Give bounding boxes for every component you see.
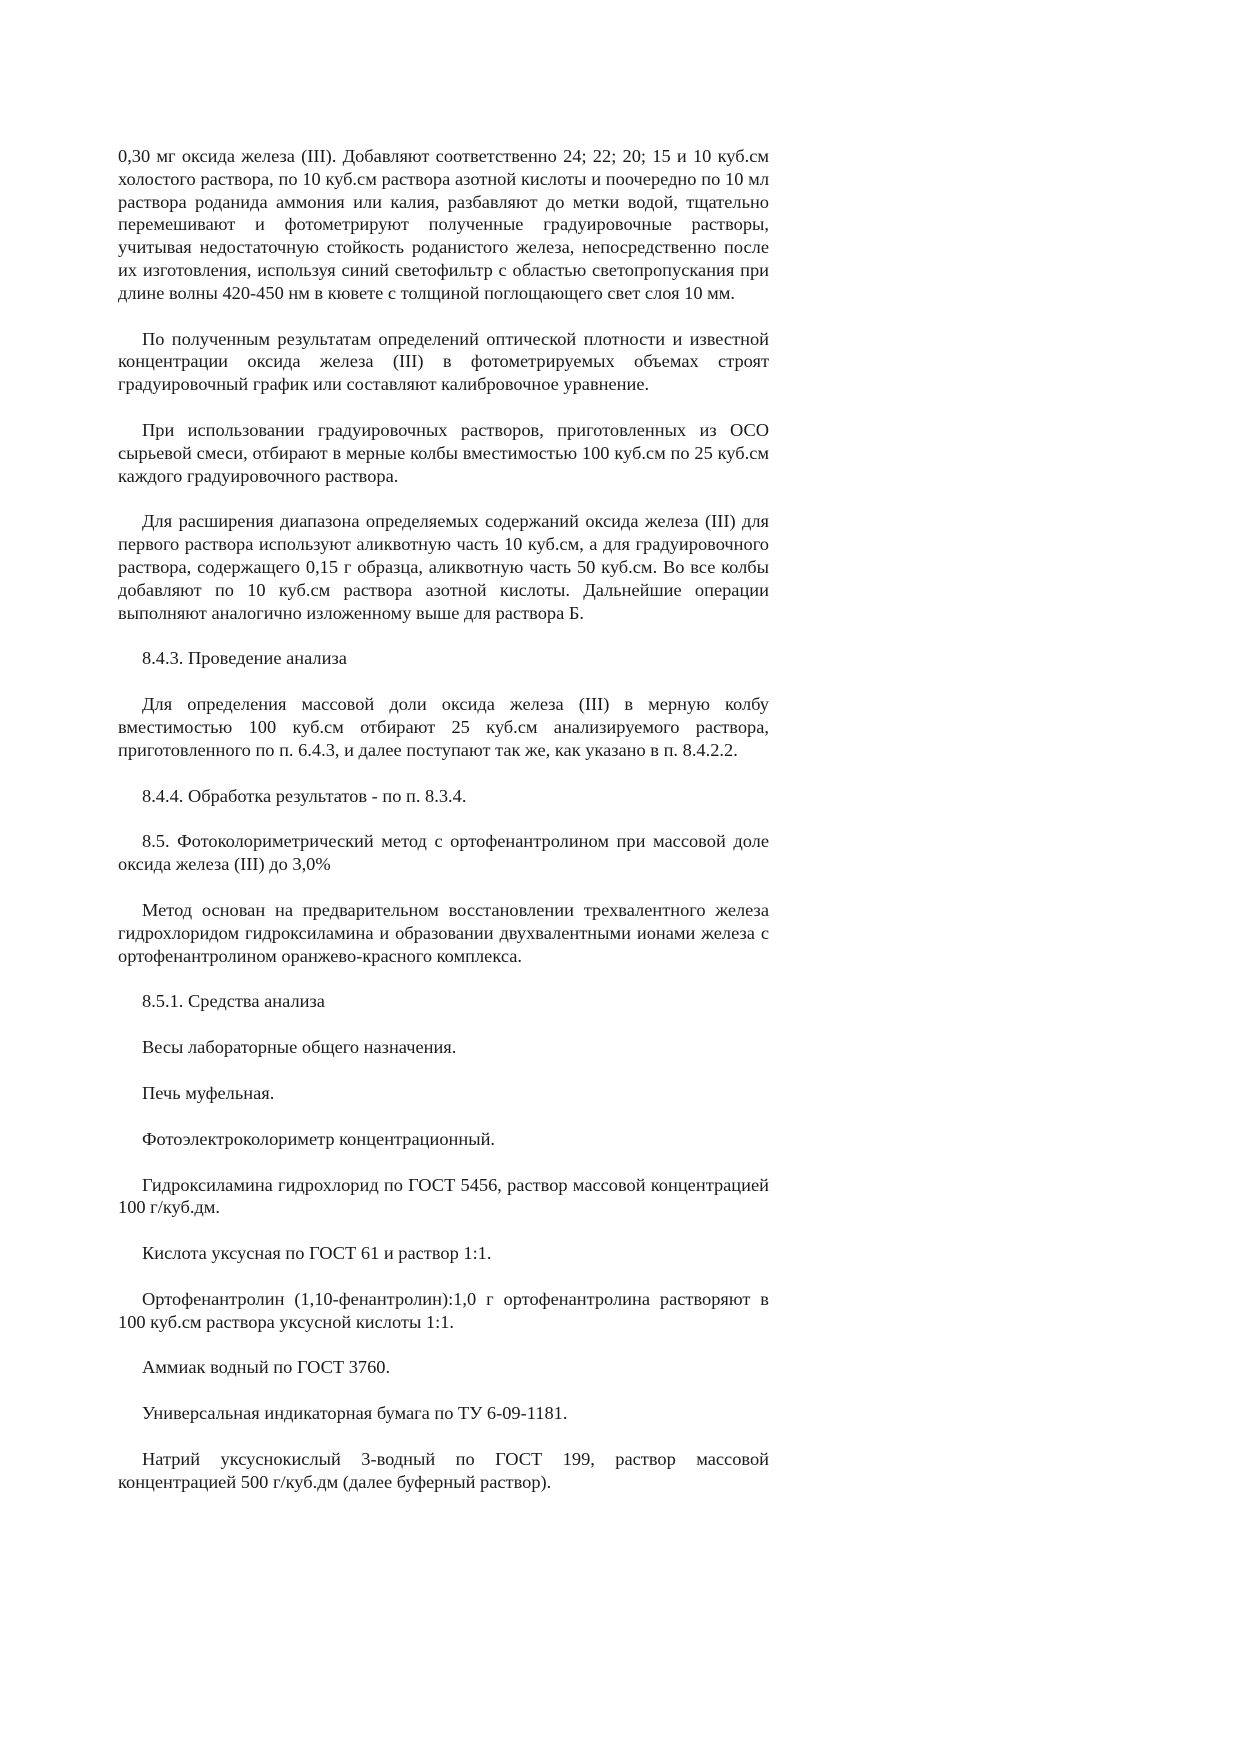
section-heading-8-5-1: 8.5.1. Средства анализа <box>142 991 325 1012</box>
list-item-muffle-furnace: Печь муфельная. <box>142 1082 275 1103</box>
document-page <box>118 145 769 1517</box>
list-item-scales: Весы лабораторные общего назначения. <box>142 1037 457 1058</box>
section-heading-8-5: 8.5. Фотоколориметрический метод с ортофенантролином при массовой доле оксида железа (III) до 3,0% <box>118 831 769 875</box>
paragraph-calibration-solutions: 0,30 мг оксида железа (III). Добавляют соответственно 24; 22; 20; 15 и 10 куб.см холостого раствора, по 10 куб.см раствора азотной кислоты и поочередно по 10 мл раствора роданида аммония или калия, разбавляют до метки водой, тщательно перемешивают и фотометрируют полученные градуировочные растворы, учитывая недостаточную стойкость роданистого железа, непосредственно после их изготовления, используя синий светофильтр с областью светопропускания при длине волны 420-450 нм в кювете с толщиной поглощающего свет слоя 10 мм. <box>118 146 769 303</box>
list-item-indicator-paper: Универсальная индикаторная бумага по ТУ 6-09-1181. <box>142 1403 568 1424</box>
paragraph-calibration-graph: По полученным результатам определений оптической плотности и известной концентрации оксида железа (III) в фотометрируемых объемах строят градуировочный график или составляют калибровочное уравнение. <box>118 328 769 395</box>
paragraph-oso-solutions: При использовании градуировочных растворов, приготовленных из ОСО сырьевой смеси, отбирают в мерные колбы вместимостью 100 куб.см по 25 куб.см каждого градуировочного раствора. <box>118 419 769 486</box>
list-item-photocolorimeter: Фотоэлектроколориметр концентрационный. <box>142 1128 496 1149</box>
paragraph-method-basis: Метод основан на предварительном восстановлении трехвалентного железа гидрохлоридом гидроксиламина и образовании двухвалентными ионами железа с ортофенантролином оранжево-красного комплекса. <box>118 899 769 966</box>
list-item-orthophenanthroline: Ортофенантролин (1,10-фенантролин):1,0 г ортофенантролина растворяют в 100 куб.см раствора уксусной кислоты 1:1. <box>118 1288 769 1332</box>
section-heading-8-4-3: 8.4.3. Проведение анализа <box>142 648 347 669</box>
list-item-acetic-acid: Кислота уксусная по ГОСТ 61 и раствор 1:1. <box>142 1243 492 1264</box>
list-item-ammonia: Аммиак водный по ГОСТ 3760. <box>142 1357 391 1378</box>
list-item-sodium-acetate: Натрий уксуснокислый 3-водный по ГОСТ 199, раствор массовой концентрацией 500 г/куб.дм (далее буферный раствор). <box>118 1449 769 1492</box>
paragraph-range-extension: Для расширения диапазона определяемых содержаний оксида железа (III) для первого раствора используют аликвотную часть 10 куб.см, а для градуировочного раствора, содержащего 0,15 г образца, аликвотную часть 50 куб.см. Во все колбы добавляют по 10 куб.см раствора азотной кислоты. Дальнейшие операции выполняют аналогично изложенному выше для раствора Б. <box>118 511 769 623</box>
list-item-hydroxylamine: Гидроксиламина гидрохлорид по ГОСТ 5456, раствор массовой концентрацией 100 г/куб.дм. <box>118 1174 769 1218</box>
paragraph-analysis-procedure: Для определения массовой доли оксида железа (III) в мерную колбу вместимостью 100 куб.см отбирают 25 куб.см анализируемого раствора, приготовленного по п. 6.4.3, и далее поступают так же, как указано в п. 8.4.2.2. <box>118 694 769 760</box>
section-heading-8-4-4: 8.4.4. Обработка результатов - по п. 8.3.4. <box>142 785 467 806</box>
